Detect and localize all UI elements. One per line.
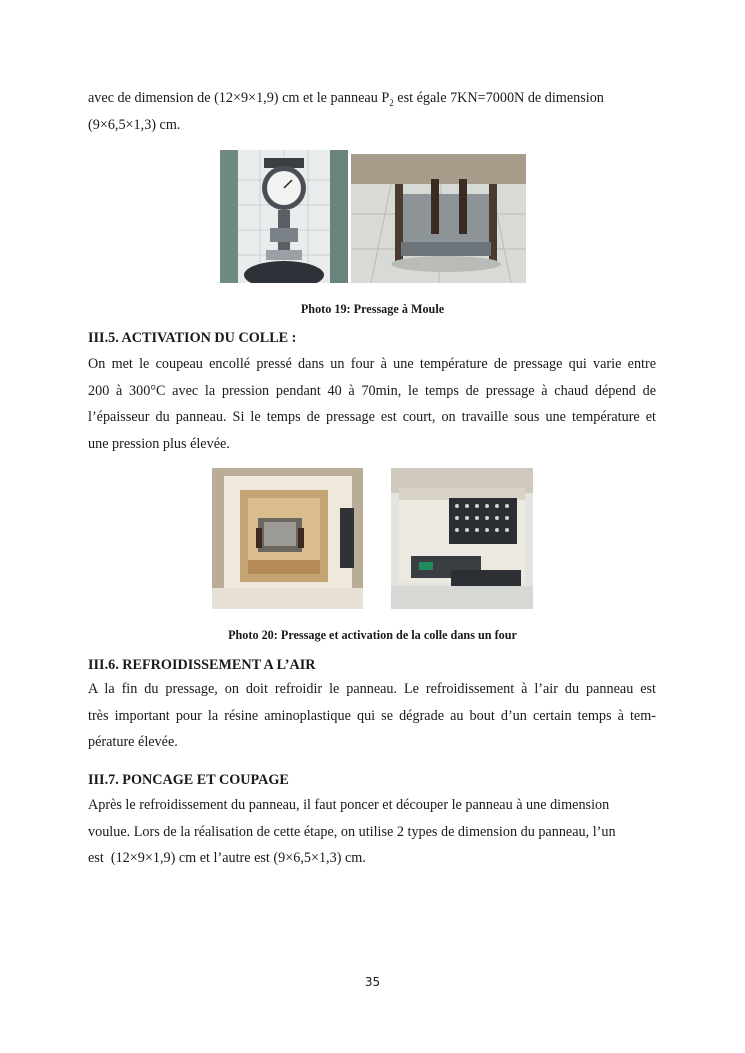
intro-line-1-subscript: 2 [389,97,394,108]
section-6-paragraph [88,676,656,756]
oven-exterior-photo [391,468,533,609]
photo-20-caption: Photo 20: Pressage et activation de la colle dans un four [228,628,517,642]
section-5-line-4: une pression plus élevée. [88,435,230,452]
section-6-heading: III.6. REFROIDISSEMENT A L’AIR [88,657,316,673]
section-5-line-2: 200 à 300°C avec la pression pendant 40 à 70min, le temps de pressage à chaud dépend de [88,382,656,399]
page-number: 35 [364,975,381,989]
oven-interior-photo [212,468,363,609]
section-7-paragraph [88,792,656,872]
intro-line-2: (9×6,5×1,3) cm. [88,116,181,133]
section-7-line-3: est (12×9×1,9) cm et l’autre est (9×6,5×1,3) cm. [88,850,366,866]
photo-19-caption: Photo 19: Pressage à Moule [300,302,445,316]
mold-clamps-photo [351,154,526,283]
section-6-line-3: pérature élevée. [88,734,178,750]
section-5-line-3: l’épaisseur du panneau. Si le temps de pressage est court, on travaille sous une température et [88,409,656,425]
section-6-line-2: très important pour la résine aminoplastique qui se dégrade au bout d’un certain temps à tem- [88,707,656,724]
section-7-heading: III.7. PONCAGE ET COUPAGE [88,772,289,788]
intro-line-1-text-b: est égale 7KN=7000N de dimension [393,90,604,106]
intro-line-1 [88,85,656,112]
press-gauge-photo [220,150,348,283]
section-5-paragraph [88,351,656,457]
intro-line-1-text-a: avec de dimension de (12×9×1,9) cm et le panneau P [88,90,390,106]
section-5-heading: III.5. ACTIVATION DU COLLE : [88,330,297,346]
section-5-line-1: On met le coupeau encollé pressé dans un four à une température de pressage qui varie entre [88,356,656,372]
section-7-line-1: Après le refroidissement du panneau, il faut poncer et découper le panneau à une dimension [88,797,610,813]
section-6-line-1: A la fin du pressage, on doit refroidir le panneau. Le refroidissement à l’air du panneau est [88,681,656,697]
section-7-line-2: voulue. Lors de la réalisation de cette étape, on utilise 2 types de dimension du panneau, l’un [88,823,616,840]
intro-paragraph [88,85,656,138]
